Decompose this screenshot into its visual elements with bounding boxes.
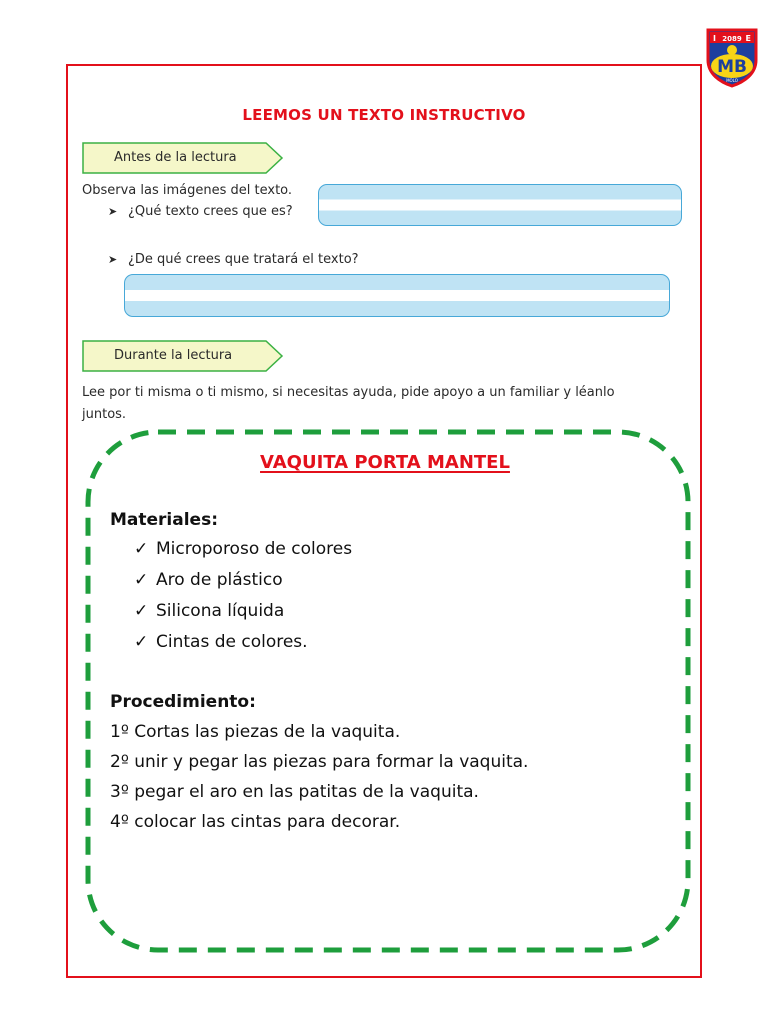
list-item (134, 627, 352, 658)
during-reading-instruction-line-1: Lee por ti misma o ti mismo, si necesitas ayuda, pide apoyo a un familiar y léanlo (82, 385, 615, 400)
during-reading-tag (82, 340, 284, 372)
material-text: Aro de plástico (156, 570, 283, 590)
list-item: 1º Cortas las piezas de la vaquita. (110, 722, 401, 742)
check-mark-icon: ✓ (134, 539, 149, 559)
question-1-text: ¿Qué texto crees que es? (128, 204, 293, 219)
logo-number: 2089 (722, 35, 742, 43)
check-mark-icon: ✓ (134, 570, 149, 590)
list-item (134, 565, 352, 596)
list-item: 2º unir y pegar las piezas para formar la vaquita. (110, 752, 529, 772)
during-reading-label: Durante la lectura (114, 348, 233, 363)
answer-box-2[interactable] (124, 274, 670, 317)
material-text: Cintas de colores. (156, 632, 308, 652)
list-item: 3º pegar el aro en las patitas de la vaquita. (110, 782, 479, 802)
logo-bottom: MOLO (726, 78, 738, 83)
reading-title-text: VAQUITA PORTA MANTEL (260, 452, 510, 473)
materials-heading: Materiales: (110, 510, 219, 530)
material-text: Microporoso de colores (156, 539, 353, 559)
list-item: 4º colocar las cintas para decorar. (110, 812, 401, 832)
page-title: LEEMOS UN TEXTO INSTRUCTIVO (242, 106, 526, 124)
reading-title (84, 452, 692, 473)
check-mark-icon: ✓ (134, 632, 149, 652)
list-item (134, 596, 352, 627)
arrowhead-bullet-icon: ➤ (108, 253, 118, 266)
answer-box-1[interactable] (318, 184, 682, 226)
school-logo (704, 26, 760, 88)
materials-list (134, 534, 352, 658)
question-2-text: ¿De qué crees que tratará el texto? (128, 252, 359, 267)
logo-top-left: I (713, 34, 716, 43)
logo-top-right: E (745, 34, 751, 43)
list-item (134, 534, 352, 565)
before-reading-instruction: Observa las imágenes del texto. (82, 183, 293, 198)
question-1 (108, 201, 293, 222)
question-2 (108, 249, 359, 270)
before-reading-tag (82, 142, 284, 174)
check-mark-icon: ✓ (134, 601, 149, 621)
arrowhead-bullet-icon: ➤ (108, 205, 118, 218)
material-text: Silicona líquida (156, 601, 285, 621)
during-reading-instruction-line-2: juntos. (82, 407, 127, 422)
reading-card-border (84, 428, 692, 954)
before-reading-label: Antes de la lectura (114, 150, 237, 165)
logo-initials: MB (717, 57, 747, 77)
procedure-heading: Procedimiento: (110, 692, 256, 712)
procedure-steps (110, 717, 528, 837)
school-shield-icon (704, 26, 760, 88)
